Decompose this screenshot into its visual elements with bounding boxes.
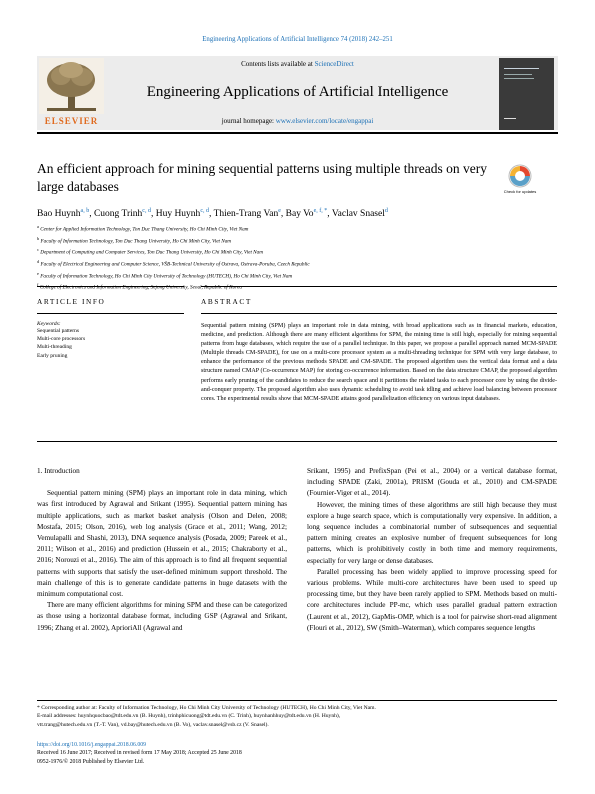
abstract-rule [201,313,557,314]
article-title: An efficient approach for mining sequential patterns using multiple threads on very large databases [37,161,488,194]
cover-text-line [504,74,532,75]
header-rule [37,132,558,134]
author[interactable]: Thien-Trang Van$^e$ [213,208,281,220]
article-info-rule [37,313,184,314]
homepage-prefix: journal homepage: [221,117,276,125]
publication-info [37,741,557,766]
article-dates: Received 16 June 2017; Received in revised form 17 May 2018; Accepted 25 June 2018 [37,750,242,757]
abstract-top-rule [201,286,557,287]
affiliation: $^d$ Faculty of Electrical Engineering and Computer Science, VŠB-Technical University of Ostrava, Ostrava-Poruba, Czech Republic [37,258,310,268]
author[interactable]: Bao Huynh$^{a, b}$ [37,208,90,220]
sciencedirect-link[interactable]: ScienceDirect [314,60,354,68]
doi-link[interactable]: https://doi.org/10.1016/j.engappai.2018.06.009 [37,742,147,748]
journal-cover-thumbnail[interactable] [499,58,554,130]
article-info-top-rule [37,286,184,287]
abstract-text: Sequential pattern mining (SPM) plays an important role in data mining, with broad applications such as in financial markets, education, medicine, and prediction. Although there are many efficient algorithms for SPM, the mining time is still high, especially for mining sequential patterns from huge databases, which require the use of a parallel technique. In this paper, we propose a parallel approach named MCM-SPADE (Multiple threads CM-SPADE), for use on a multi-core processor system as a multi-threading technique for SPM with very large database, to enhance the performance of the previous methods SPADE and CM-SPADE. The proposed algorithm uses the vertical data format and a data structure named CMAP (Co-occurrence MAP) for storing co-occurrence information. Based on the data structure CMAP, the proposed algorithm performs early pruning of the candidates to reduce the search space and it partitions the related tasks to each processor core by using the divide-and-conquer property. The proposed algorithm also uses dynamic scheduling to avoid task idling and achieve load balancing between processor cores. The experimental results show that MCM-SPADE attains good parallelization efficiency on various input databases. [201,323,557,402]
issn-copyright: 0952-1976/© 2018 Published by Elsevier Ltd. [37,758,145,765]
author[interactable]: Vaclav Snasel$^d$ [331,208,388,220]
author[interactable]: Cuong Trinh$^{c, d}$ [93,208,151,220]
affiliation: $^a$ Center for Applied Information Technology, Ton Duc Thang University, Ho Chi Minh City, Viet Nam [37,224,249,233]
author[interactable]: Huy Huynh$^{c, d}$ [155,208,209,220]
left-column [37,466,287,634]
section-heading-introduction: 1. Introduction [37,467,80,475]
keywords-block [37,321,184,360]
keyword: Sequential patterns [37,328,80,334]
check-for-updates-label: Check for updates [503,189,537,194]
email-addresses[interactable]: vtt.trang@hutech.edu.vn (T.-T. Van), vd.bay@hutech.edu.vn (B. Vo), vaclav.snasel@vsb.cz (V. Snasel). [37,721,269,728]
contents-prefix: Contents lists available at [241,60,315,68]
body-paragraph: Parallel processing has been widely applied to improve processing speed for various problems. While multi-core architectures have been used to speed up processing time, but they have been rarely applied to SPM. Methods based on multi-core architectures include PP-mc, which uses parallel gradual pattern extraction (Laurent et al., 2012), GapMis-OMP, which is a tool for pairwise short-read alignment (Flouri et al., 2012), SW (Smith–Waterman), which compares sequence lengths [307,567,557,632]
footnote-rule [37,700,557,701]
affiliation: $^b$ Faculty of Information Technology, Ton Duc Thang University, Ho Chi Minh City, Viet Nam [37,235,232,245]
author[interactable]: Bay $Vo^{e, f, *}$ [285,208,328,220]
email-addresses[interactable]: E-mail addresses: huynhquocbao@tdt.edu.vn (B. Huynh), trinhphicuong@tdt.edu.vn (C. Trinh), huynhanhhuy@tdt.edu.vn (H. Huynh), [37,713,341,720]
homepage-link[interactable]: www.elsevier.com/locate/engappai [275,117,374,125]
keyword: Multi-core processors [37,336,86,343]
right-column [307,466,557,634]
keyword: Early pruning [37,352,68,359]
body-paragraph: Srikant, 1995) and PrefixSpan (Pei et al., 2004) or a vertical database format, including SPADE (Zaki, 2001a), PRISM (Gouda et al., 2010) and CM-SPADE (Fournier-Viger et al., 2014). [307,467,557,498]
keyword: Multi-threading [37,344,72,351]
body-paragraph: However, the mining times of these algorithms are still high because they must explore a huge search space, which is computationally very expensive. In addition, a long sequence includes a combinatorial number of subsequences and sequential pattern mining creates an explosive number of frequent subsequences for long patterns, which is prohibitively costly in both time and memory requirements, especially for very large or dense databases. [307,500,557,565]
abstract-heading: ABSTRACT [201,297,252,306]
body-paragraph: Sequential pattern mining (SPM) plays an important role in data mining, which was first introduced by Agrawal and Srikant (1995). Sequential pattern mining has multiple applications, such as market basket analysis (Olson and Delen, 2008; Mostafa, 2015; Olson, 2016), web log analysis (Grace et al., 2011; Wang, 2012; Vemulapalli and Shashi, 2013), DNA sequence analysis (Posada, 2009; Pareek et al., 2011; Wilson et al., 2016) and prediction (Hussein et al., 2015; Chakraborty et al., 2016; Norouzi et al., 2016). The aim of this approach is to find all frequent sequential patterns with supports that satisfy the user-defined minimum support threshold. The main challenge of this is to generate candidate patterns in huge datasets with the minimum computational cost. [37,489,287,599]
cover-title-bar [504,68,539,69]
body-paragraph: There are many efficient algorithms for mining SPM and these can be categorized as those using a horizontal database format, including GSP (Agrawal and Srikant, 1996; Zhang et al. 2002), AprioriAll (Agrawal and [37,601,287,632]
check-for-updates-icon[interactable] [502,163,538,203]
publisher-name: ELSEVIER [44,116,99,126]
heading-spacer [37,477,287,488]
corresponding-author-note: * Corresponding author at: Faculty of Information Technology, Ho Chi Minh City University of Technology (HUTECH), Ho Chi Minh City, Viet Nam. [37,705,376,711]
author-list: Bao Huynh$^{a, b}$, Cuong Trinh$^{c, d}$, Huy Huynh$^{c, d}$, Thien-Trang Van$^e$, Bay $Vo^{e, f, *}$, Vaclav Snasel$^d$ [37,208,388,220]
journal-title: Engineering Applications of Artificial Intelligence [146,84,449,100]
journal-reference[interactable]: Engineering Applications of Artificial Intelligence 74 (2018) 242–251 [202,36,393,43]
abstract-bottom-rule [37,441,557,442]
keywords-label: Keywords: [37,321,61,327]
affiliation: $^e$ Faculty of Information Technology, Ho Chi Minh City University of Technology (HUTECH), Ho Chi Minh City, Viet Nam [37,270,293,280]
affiliation: $^c$ Department of Computing and Computer Services, Ton Duc Thang University, Ho Chi Minh City, Viet Nam [37,247,263,257]
affiliation: $^f$ College of Electronics and Information Engineering, Sejong University, Seoul, Republic of Korea [37,282,242,291]
cover-text-line [504,118,516,119]
article-info-heading: ARTICLE INFO [37,297,106,306]
cover-text-line [504,78,534,79]
affiliation-list [37,223,557,293]
footnote [37,704,557,729]
